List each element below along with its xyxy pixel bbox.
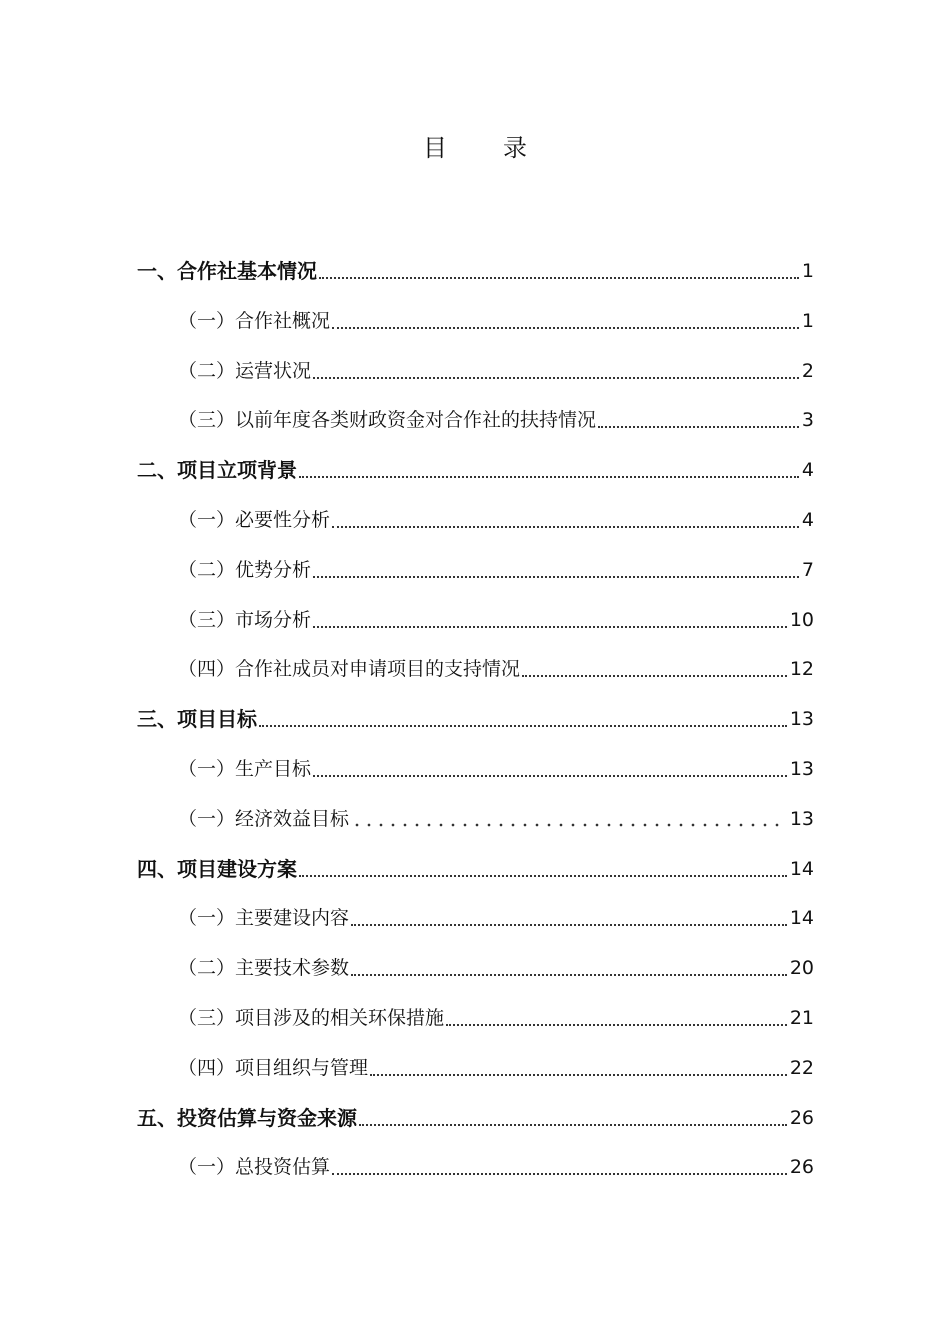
toc-subsection-entry[interactable] bbox=[178, 599, 814, 635]
toc-entry-label: （一）总投资估算 bbox=[178, 1156, 331, 1179]
toc-subsection-entry[interactable] bbox=[178, 947, 814, 983]
toc-page-number: 21 bbox=[789, 1007, 814, 1029]
toc-page-number: 12 bbox=[789, 658, 814, 681]
toc-entry-label: （三）市场分析 bbox=[178, 608, 312, 631]
toc-page-number: 22 bbox=[789, 1056, 814, 1079]
toc-dot-leader bbox=[313, 626, 787, 628]
toc-page-number: 3 bbox=[801, 409, 814, 432]
toc-subsection-entry[interactable] bbox=[178, 798, 814, 834]
toc-subsection-entry[interactable] bbox=[178, 300, 814, 336]
toc-dot-leader bbox=[446, 1024, 787, 1026]
toc-subsection-entry[interactable] bbox=[178, 1146, 814, 1182]
toc-entry-label: （四）合作社成员对申请项目的支持情况 bbox=[178, 658, 521, 681]
toc-entry-label: （二）主要技术参数 bbox=[178, 957, 350, 980]
toc-subsection-entry[interactable] bbox=[178, 350, 814, 386]
toc-page-number: 13 bbox=[789, 758, 814, 780]
toc-subsection-entry[interactable] bbox=[178, 499, 814, 535]
toc-dot-leader bbox=[332, 526, 799, 528]
toc-page-number: 13 bbox=[789, 807, 814, 830]
toc-dot-leader bbox=[319, 277, 799, 279]
toc-entry-label: 五、投资估算与资金来源 bbox=[137, 1105, 357, 1130]
toc-page-number: 13 bbox=[789, 708, 814, 731]
toc-page-number: 10 bbox=[789, 608, 814, 631]
toc-page-number: 26 bbox=[789, 1156, 814, 1179]
toc-dot-leader bbox=[359, 1124, 787, 1126]
toc-entry-label: （二）运营状况 bbox=[178, 359, 312, 382]
toc-entry-label: （一）主要建设内容 bbox=[178, 907, 350, 930]
toc-page-number: 14 bbox=[789, 907, 814, 930]
toc-subsection-entry[interactable] bbox=[178, 1047, 814, 1083]
toc-entry-label: （一）生产目标 bbox=[178, 758, 312, 780]
toc-dot-leader bbox=[299, 875, 787, 877]
toc-entry-label: （二）优势分析 bbox=[178, 558, 312, 581]
toc-dot-leader bbox=[598, 426, 799, 428]
toc-page-number: 14 bbox=[789, 857, 814, 880]
toc-page-number: 1 bbox=[801, 309, 814, 332]
toc-subsection-entry[interactable] bbox=[178, 648, 814, 684]
toc-page-number: 20 bbox=[789, 957, 814, 980]
toc-page-number: 2 bbox=[801, 359, 814, 382]
toc-subsection-entry[interactable] bbox=[178, 897, 814, 933]
toc-dot-leader bbox=[332, 327, 799, 329]
toc-entry-label: 二、项目立项背景 bbox=[137, 458, 297, 483]
toc-page-number: 7 bbox=[801, 558, 814, 581]
toc-entry-label: （一）必要性分析 bbox=[178, 509, 331, 531]
toc-dot-leader bbox=[370, 1074, 787, 1076]
toc-page-number: 26 bbox=[789, 1106, 814, 1129]
toc-entry-label: （一）经济效益目标 bbox=[178, 807, 350, 830]
toc-page-number: 4 bbox=[801, 459, 814, 482]
toc-dot-leader bbox=[522, 675, 787, 677]
toc-dot-leader bbox=[351, 924, 787, 926]
toc-entry-label: （一）合作社概况 bbox=[178, 309, 331, 332]
toc-section-entry[interactable] bbox=[137, 1097, 814, 1133]
toc-entry-label: （三）项目涉及的相关环保措施 bbox=[178, 1007, 445, 1029]
toc-dot-leader bbox=[351, 974, 787, 976]
toc-dot-leader bbox=[332, 1173, 787, 1175]
page-title: 目录 bbox=[423, 134, 583, 162]
toc-dot-leader bbox=[259, 725, 787, 727]
toc-section-entry[interactable] bbox=[137, 698, 814, 734]
toc-subsection-entry[interactable] bbox=[178, 549, 814, 585]
toc-entry-label: 三、项目目标 bbox=[137, 707, 257, 732]
toc-entry-label: 四、项目建设方案 bbox=[137, 856, 297, 881]
toc-subsection-entry[interactable] bbox=[178, 399, 814, 435]
toc-subsection-entry[interactable] bbox=[178, 997, 814, 1033]
toc-dot-leader bbox=[313, 576, 799, 578]
toc-dot-leader bbox=[313, 377, 799, 379]
toc-page-number: 1 bbox=[801, 260, 814, 282]
toc-dot-leader bbox=[313, 775, 787, 777]
toc-section-entry[interactable] bbox=[137, 848, 814, 884]
toc-dot-leader bbox=[351, 823, 787, 827]
toc-entry-label: （四）项目组织与管理 bbox=[178, 1056, 369, 1079]
toc-section-entry[interactable] bbox=[137, 449, 814, 485]
toc-entry-label: （三）以前年度各类财政资金对合作社的扶持情况 bbox=[178, 409, 597, 432]
toc-section-entry[interactable] bbox=[137, 250, 814, 286]
toc-dot-leader bbox=[299, 476, 799, 478]
toc-entry-label: 一、合作社基本情况 bbox=[137, 259, 317, 283]
toc-page-number: 4 bbox=[801, 509, 814, 531]
toc-subsection-entry[interactable] bbox=[178, 748, 814, 784]
